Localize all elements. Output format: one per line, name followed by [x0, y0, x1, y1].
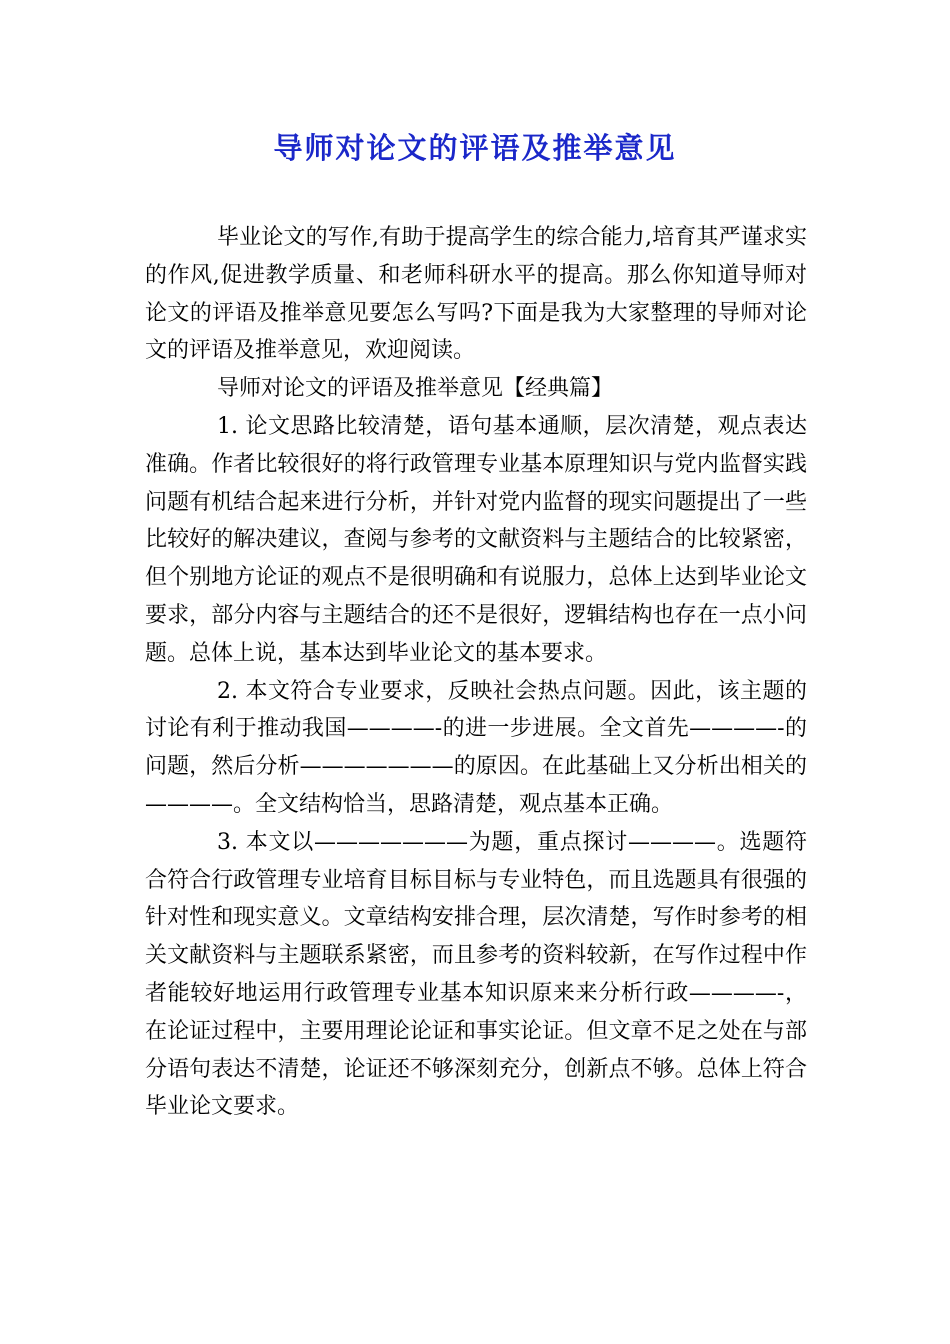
document-body	[145, 219, 807, 1126]
comment-paragraph-1: 1. 论文思路比较清楚，语句基本通顺，层次清楚，观点表达准确。作者比较很好的将行政管理专业基本原理知识与党内监督实践问题有机结合起来进行分析，并针对党内监督的现实问题提出了一些比较好的解决建议，查阅与参考的文献资料与主题结合的比较紧密，但个别地方论证的观点不是很明确和有说服力，总体上达到毕业论文要求，部分内容与主题结合的还不是很好，逻辑结构也存在一点小问题。总体上说，基本达到毕业论文的基本要求。	[145, 413, 807, 666]
intro-paragraph: 毕业论文的写作,有助于提高学生的综合能力,培育其严谨求实的作风,促进教学质量、和老师科研水平的提高。那么你知道导师对论文的评语及推举意见要怎么写吗?下面是我为大家整理的导师对论文的评语及推举意见，欢迎阅读。	[145, 225, 807, 364]
page-title: 导师对论文的评语及推举意见	[273, 131, 677, 165]
comment-paragraph-3: 3. 本文以———————为题，重点探讨————。选题符合符合行政管理专业培育目标目标与专业特色，而且选题具有很强的针对性和现实意义。文章结构安排合理，层次清楚，写作时参考的相关文献资料与主题联系紧密，而且参考的资料较新，在写作过程中作者能较好地运用行政管理专业基本知识原来来分析行政————-，在论证过程中，主要用理论论证和事实论证。但文章不足之处在与部分语句表达不清楚，论证还不够深刻充分，创新点不够。总体上符合毕业论文要求。	[145, 829, 807, 1120]
comment-paragraph-2: 2. 本文符合专业要求，反映社会热点问题。因此，该主题的讨论有利于推动我国————-的进一步进展。全文首先————-的问题，然后分析———————的原因。在此基础上又分析出相关的————。全文结构恰当，思路清楚，观点基本正确。	[145, 678, 807, 817]
section-heading: 导师对论文的评语及推举意见【经典篇】	[217, 376, 614, 402]
